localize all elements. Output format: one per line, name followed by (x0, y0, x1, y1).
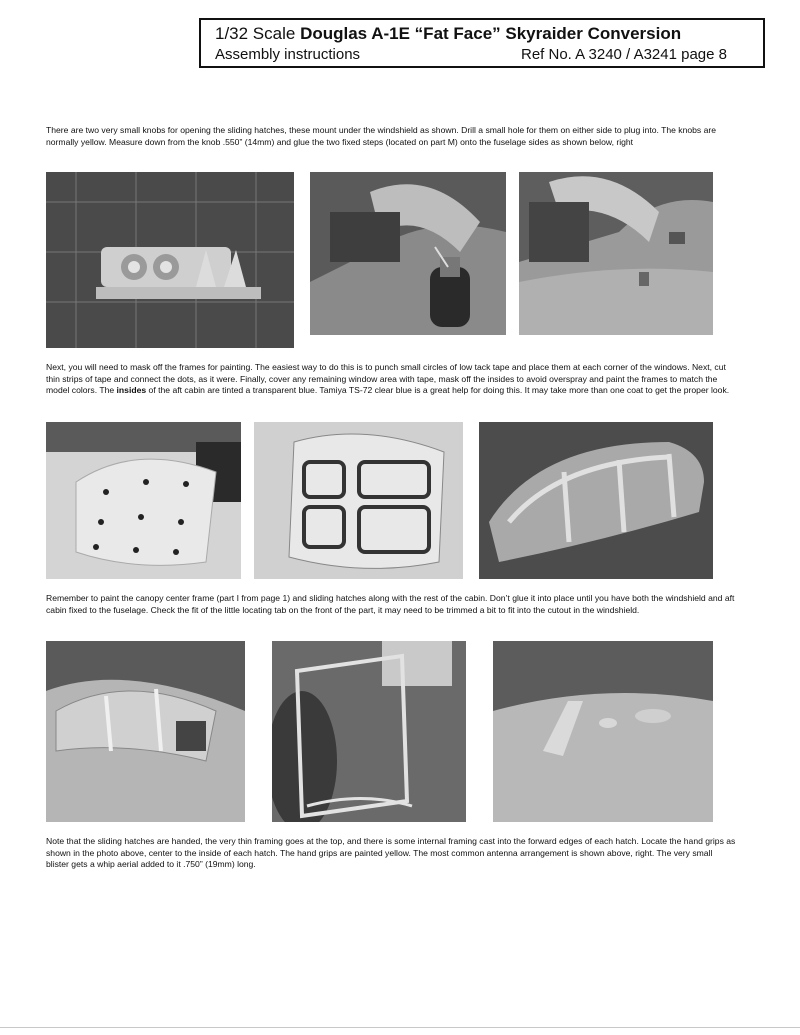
photo-masked-frames (254, 422, 463, 579)
photo-drilling-knob-hole (310, 172, 506, 335)
photo-knobs-and-steps (46, 172, 294, 348)
paragraph-2-text-before: Next, you will need to mask off the frames for painting. The easiest way to do this is to punch small circles of low tack tape and place them at each corner of the windows. Next, cut thin strips of tape and connect the dots, as it were. Finally, cover any remaining window area with tape, mask off the insides to avoid overspray and paint the frames to match the model colors. The (46, 362, 726, 396)
paragraph-2-text-after: of the aft cabin are tinted a transparent blue. Tamiya TS-72 clear blue is a great help for doing this. It may take more than one coat to get the proper look. (146, 385, 730, 396)
photo-antenna-and-blister (493, 641, 713, 822)
instruction-paragraph-4: Note that the sliding hatches are handed, the very thin framing goes at the top, and there is some internal framing cast into the forward edges of each hatch. Locate the hand grips as shown in the photo above, center to the inside of each hatch. The hand grips are painted yellow. The most common antenna arrangement is shown above, right. The very small blister gets a whip aerial added to it .750” (19mm) long. (46, 836, 736, 870)
instruction-paragraph-3: Remember to paint the canopy center frame (part I from page 1) and sliding hatches along with the rest of the cabin. Don’t glue it into place until you have both the windshield and aft cabin fixed to the fuselage. Check the fit of the little locating tab on the front of the part, it may need to be trimmed a bit to fit into the cutout in the windshield. (46, 593, 735, 615)
page-bottom-edge (0, 1027, 800, 1028)
photo-fuselage-steps (519, 172, 713, 335)
photo-sliding-hatch (272, 641, 466, 822)
header-box (199, 18, 765, 68)
photo-masking-dots (46, 422, 241, 579)
instruction-paragraph-2 (46, 362, 736, 397)
title-scale: 1/32 Scale (215, 24, 296, 43)
photo-painted-canopy (479, 422, 713, 579)
photo-canopy-center-frame (46, 641, 245, 822)
document-title (215, 24, 681, 44)
paragraph-2-bold-word: insides (116, 385, 147, 396)
document-subtitle: Assembly instructions (215, 46, 361, 63)
reference-number: Ref No. A 3240 / A3241 page 8 (520, 46, 727, 63)
title-model: Douglas A-1E “Fat Face” Skyraider Conversion (300, 24, 682, 43)
instruction-paragraph-1: There are two very small knobs for opening the sliding hatches, these mount under the windshield as shown. Drill a small hole for them on either side to plug into. The knobs are normally yellow. Measure down from the knob .550” (14mm) and glue the two fixed steps (located on part M) onto the fuselage sides as shown below, right (46, 125, 717, 147)
